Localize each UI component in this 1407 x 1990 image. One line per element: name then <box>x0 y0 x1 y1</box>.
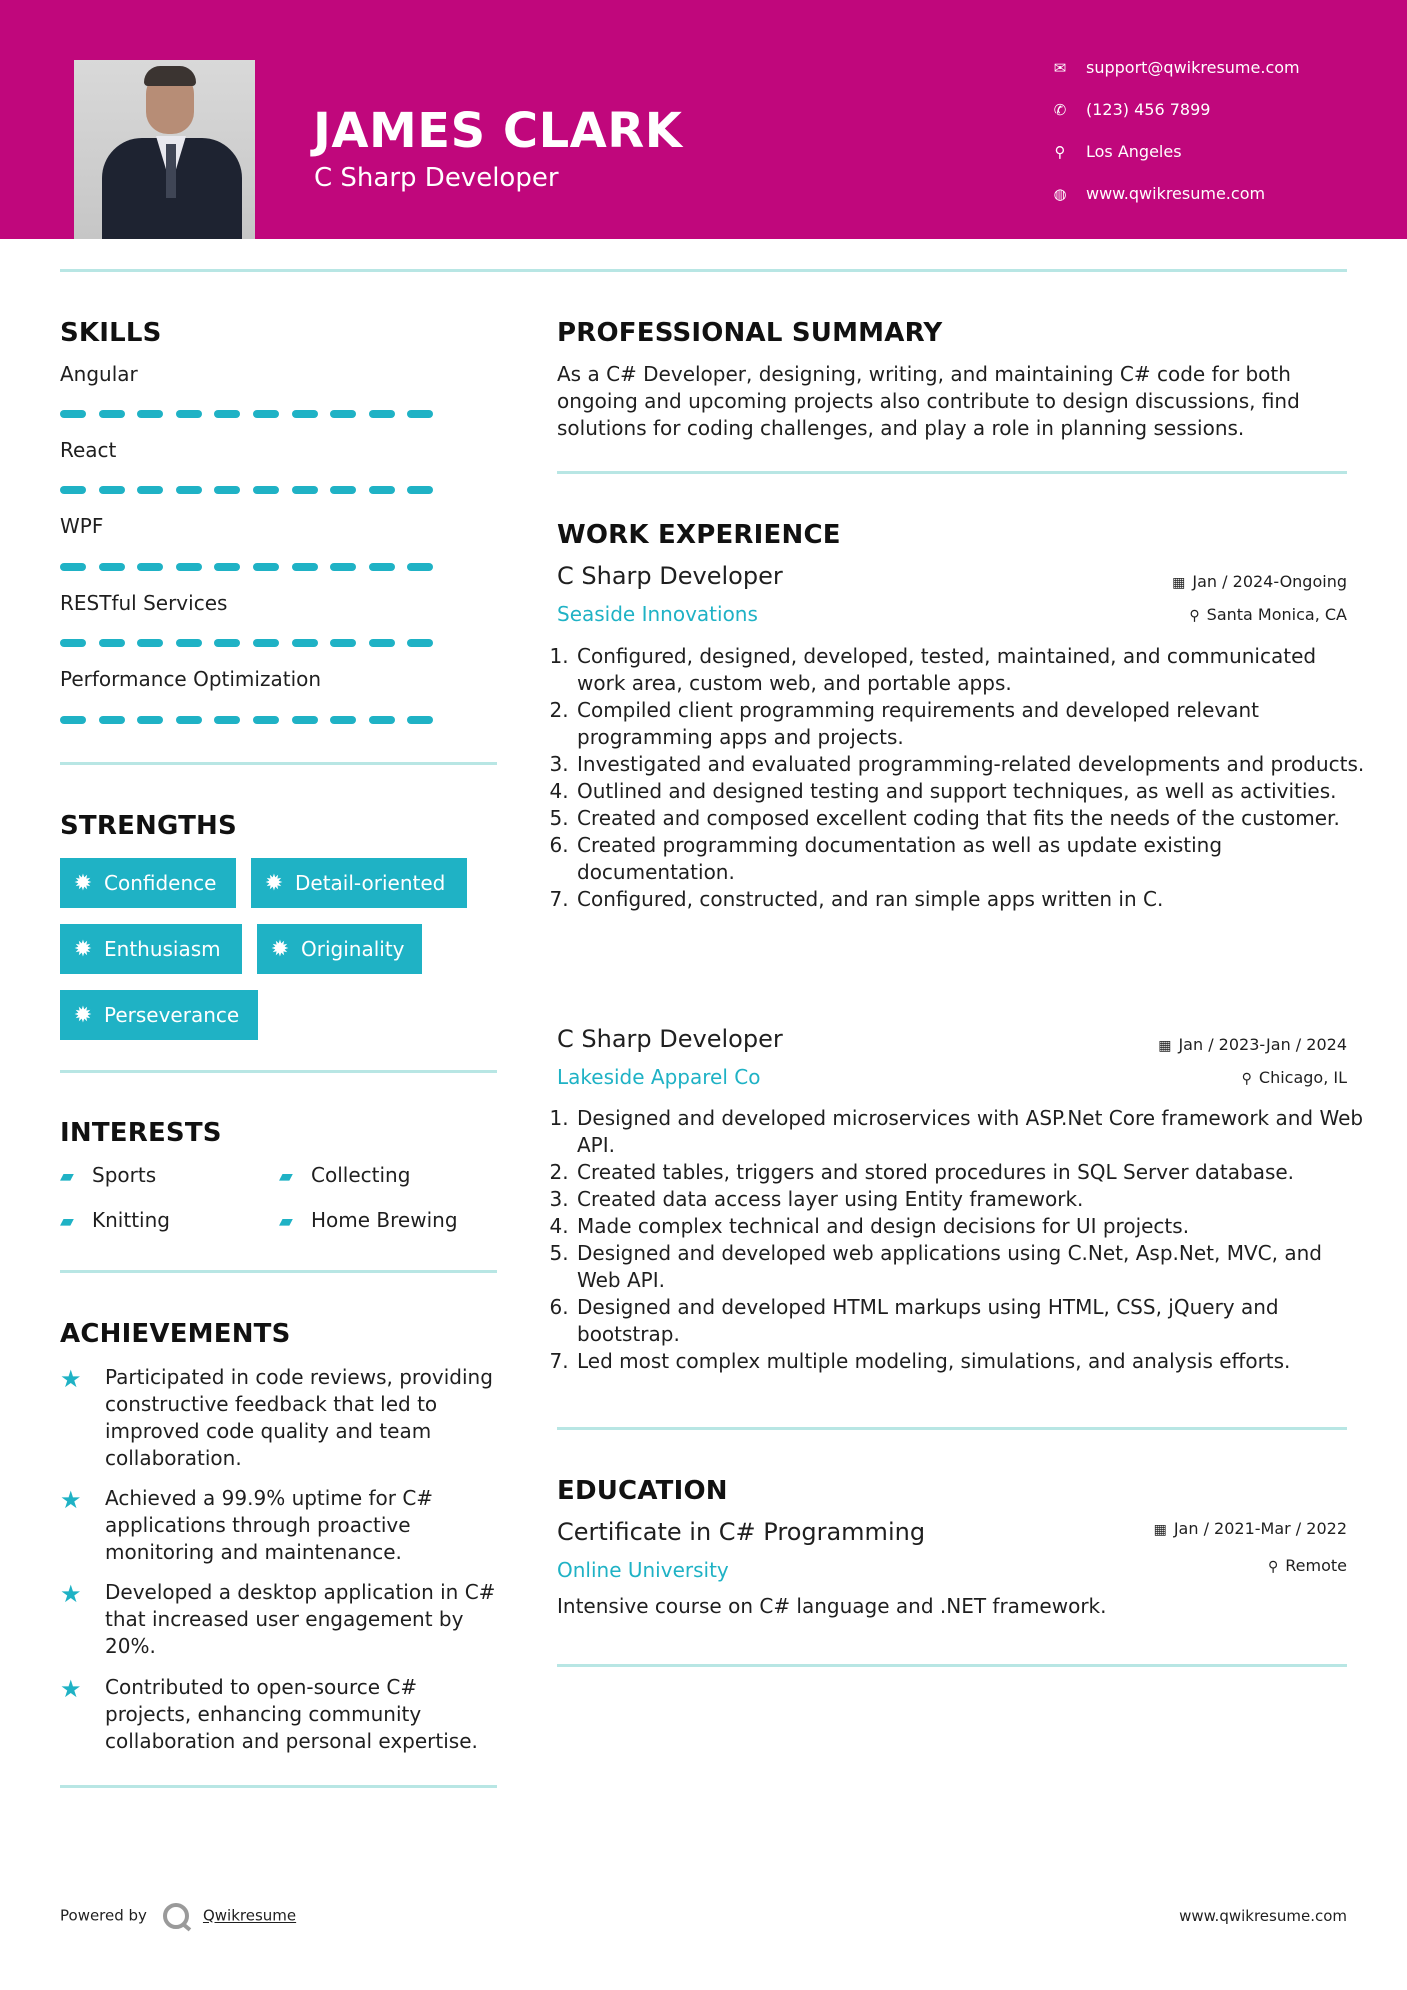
skill-dash <box>369 639 395 647</box>
education-heading: EDUCATION <box>557 1476 728 1506</box>
list-item: 2. Created tables, triggers and stored procedures in SQL Server database. <box>575 1159 1365 1186</box>
interest-item: ▰ Home Brewing <box>279 1208 458 1232</box>
header-banner <box>0 0 1407 239</box>
skill-dash <box>176 563 202 571</box>
section-divider <box>60 1785 497 1788</box>
candidate-name: JAMES CLARK <box>313 103 683 159</box>
skill-dash <box>407 639 433 647</box>
skill-dash <box>99 716 125 724</box>
skill-dash <box>292 410 318 418</box>
skill-dash <box>137 716 163 724</box>
skill-dash <box>253 563 279 571</box>
interests-heading: INTERESTS <box>60 1118 222 1148</box>
achievement-item: ★ Contributed to open-source C# projects, enhancing community collaboration and personal expertise. <box>60 1675 478 1753</box>
list-item: 7. Configured, constructed, and ran simple apps written in C. <box>575 886 1365 913</box>
company-name: Lakeside Apparel Co <box>557 1065 761 1089</box>
skill-dash <box>60 563 86 571</box>
skill-dash <box>99 410 125 418</box>
section-divider <box>557 1427 1347 1430</box>
skill-dash <box>292 486 318 494</box>
skill-dash <box>407 410 433 418</box>
strength-tag: ✹ Enthusiasm <box>60 924 242 974</box>
education-dates: ▦ Jan / 2021-Mar / 2022 <box>1153 1519 1347 1538</box>
list-item: 4. Outlined and designed testing and support techniques, as well as activities. <box>575 778 1365 805</box>
footer-website[interactable]: www.qwikresume.com <box>1179 1907 1347 1925</box>
section-divider <box>557 1664 1347 1667</box>
achievement-item: ★ Participated in code reviews, providing constructive feedback that led to improved code quality and team collaboration. <box>60 1365 493 1470</box>
skill-dash <box>330 639 356 647</box>
skill-dash <box>214 563 240 571</box>
skill-dash <box>369 716 395 724</box>
badge-icon: ✹ <box>73 871 93 896</box>
location-icon: ⚲ <box>1054 143 1066 161</box>
experience-heading: WORK EXPERIENCE <box>557 520 841 550</box>
calendar-icon: ▦ <box>1158 1038 1172 1054</box>
job-duties-list <box>557 1105 1365 1375</box>
phone-icon: ✆ <box>1053 101 1067 119</box>
star-icon: ★ <box>60 1675 82 1703</box>
skill-dash <box>253 410 279 418</box>
skill-label: Performance Optimization <box>60 667 322 691</box>
header-divider <box>60 269 1347 272</box>
achievements-heading: ACHIEVEMENTS <box>60 1319 291 1349</box>
skill-label: React <box>60 438 117 462</box>
skill-dash <box>137 410 163 418</box>
education-location: ⚲ Remote <box>1268 1556 1347 1575</box>
job-location: ⚲ Santa Monica, CA <box>1189 605 1347 624</box>
strength-tag: ✹ Detail-oriented <box>251 858 467 908</box>
skill-dash <box>407 486 433 494</box>
job-title: C Sharp Developer <box>557 562 783 590</box>
education-description: Intensive course on C# language and .NET framework. <box>557 1594 1107 1618</box>
pin-icon: ⚲ <box>1189 608 1200 624</box>
star-icon: ★ <box>60 1486 82 1514</box>
school-name: Online University <box>557 1558 729 1582</box>
strength-tag: ✹ Confidence <box>60 858 236 908</box>
job-title: C Sharp Developer <box>557 1025 783 1053</box>
section-divider <box>557 471 1347 474</box>
interest-item: ▰ Sports <box>60 1163 157 1187</box>
skill-label: WPF <box>60 514 104 538</box>
skill-dash <box>60 486 86 494</box>
job-dates: ▦ Jan / 2024-Ongoing <box>1172 572 1347 591</box>
skill-dash <box>137 639 163 647</box>
skill-dash <box>214 639 240 647</box>
skill-dash <box>176 639 202 647</box>
job-duties-list <box>557 643 1365 913</box>
list-item: 6. Designed and developed HTML markups using HTML, CSS, jQuery and bootstrap. <box>575 1294 1365 1348</box>
calendar-icon: ▦ <box>1153 1522 1167 1538</box>
list-item: 1. Configured, designed, developed, tested, maintained, and communicated work area, custom web, and portable apps. <box>575 643 1365 697</box>
skill-dash <box>99 486 125 494</box>
book-icon: ▰ <box>60 1166 74 1187</box>
strengths-heading: STRENGTHS <box>60 811 237 841</box>
book-icon: ▰ <box>279 1211 293 1232</box>
section-divider <box>60 762 497 765</box>
skill-dash <box>407 716 433 724</box>
skill-dash <box>176 716 202 724</box>
achievement-item: ★ Developed a desktop application in C# that increased user engagement by 20%. <box>60 1580 496 1658</box>
skill-dash <box>330 410 356 418</box>
list-item: 6. Created programming documentation as well as update existing documentation. <box>575 832 1365 886</box>
list-item: 7. Led most complex multiple modeling, simulations, and analysis efforts. <box>575 1348 1365 1375</box>
list-item: 4. Made complex technical and design decisions for UI projects. <box>575 1213 1365 1240</box>
skill-dash <box>369 486 395 494</box>
contact-website[interactable]: ◍ www.qwikresume.com <box>1050 184 1265 203</box>
candidate-title: C Sharp Developer <box>314 163 559 193</box>
company-name: Seaside Innovations <box>557 602 758 626</box>
book-icon: ▰ <box>60 1211 74 1232</box>
skill-dash <box>253 716 279 724</box>
interest-item: ▰ Knitting <box>60 1208 170 1232</box>
job-location: ⚲ Chicago, IL <box>1241 1068 1347 1087</box>
qwikresume-link[interactable]: Qwikresume <box>202 1906 297 1925</box>
contact-location: ⚲ Los Angeles <box>1050 142 1182 161</box>
globe-icon: ◍ <box>1053 185 1067 203</box>
summary-heading: PROFESSIONAL SUMMARY <box>557 318 943 348</box>
skill-dash <box>292 563 318 571</box>
skill-dash <box>176 410 202 418</box>
profile-photo <box>74 60 255 239</box>
skill-dash <box>60 410 86 418</box>
interest-item: ▰ Collecting <box>279 1163 411 1187</box>
star-icon: ★ <box>60 1365 82 1393</box>
section-divider <box>60 1270 497 1273</box>
skill-label: RESTful Services <box>60 591 228 615</box>
skill-dash <box>99 563 125 571</box>
achievement-item: ★ Achieved a 99.9% uptime for C# applications through proactive monitoring and maintenance. <box>60 1486 434 1564</box>
qwikresume-logo-icon <box>163 1903 189 1929</box>
list-item: 1. Designed and developed microservices with ASP.Net Core framework and Web API. <box>575 1105 1365 1159</box>
badge-icon: ✹ <box>270 937 290 962</box>
skill-dash <box>60 716 86 724</box>
skill-label: Angular <box>60 362 138 386</box>
list-item: 3. Investigated and evaluated programming-related developments and products. <box>575 751 1365 778</box>
skill-dash <box>369 410 395 418</box>
book-icon: ▰ <box>279 1166 293 1187</box>
calendar-icon: ▦ <box>1172 575 1186 591</box>
badge-icon: ✹ <box>73 1003 93 1028</box>
skill-dash <box>330 716 356 724</box>
strength-tag: ✹ Originality <box>257 924 422 974</box>
skill-dash <box>253 639 279 647</box>
skill-dash <box>330 563 356 571</box>
pin-icon: ⚲ <box>1241 1071 1252 1087</box>
skill-dash <box>292 639 318 647</box>
contact-email[interactable]: ✉ support@qwikresume.com <box>1050 58 1300 77</box>
skill-dash <box>369 563 395 571</box>
star-icon: ★ <box>60 1580 82 1608</box>
pin-icon: ⚲ <box>1268 1559 1279 1575</box>
skills-heading: SKILLS <box>60 318 162 348</box>
degree-title: Certificate in C# Programming <box>557 1518 926 1546</box>
list-item: 5. Created and composed excellent coding that fits the needs of the customer. <box>575 805 1365 832</box>
summary-text: As a C# Developer, designing, writing, and maintaining C# code for both ongoing and upcoming projects also contribute to design discussions, find solutions for coding challenges, and play a role in planning sessions. <box>557 362 1300 440</box>
skill-dash <box>60 639 86 647</box>
job-dates: ▦ Jan / 2023-Jan / 2024 <box>1158 1035 1347 1054</box>
section-divider <box>60 1070 497 1073</box>
contact-phone[interactable]: ✆ (123) 456 7899 <box>1050 100 1210 119</box>
skill-dash <box>137 486 163 494</box>
badge-icon: ✹ <box>73 937 93 962</box>
list-item: 5. Designed and developed web applications using C.Net, Asp.Net, MVC, and Web API. <box>575 1240 1365 1294</box>
skill-dash <box>330 486 356 494</box>
list-item: 3. Created data access layer using Entity framework. <box>575 1186 1365 1213</box>
footer-powered-by: Powered by Qwikresume <box>60 1903 296 1929</box>
skill-dash <box>214 410 240 418</box>
skill-dash <box>137 563 163 571</box>
list-item: 2. Compiled client programming requirements and developed relevant programming apps and projects. <box>575 697 1365 751</box>
skill-dash <box>214 486 240 494</box>
badge-icon: ✹ <box>264 871 284 896</box>
skill-dash <box>99 639 125 647</box>
skill-dash <box>253 486 279 494</box>
strength-tag: ✹ Perseverance <box>60 990 258 1040</box>
email-icon: ✉ <box>1053 59 1067 77</box>
skill-dash <box>407 563 433 571</box>
skill-dash <box>214 716 240 724</box>
skill-dash <box>176 486 202 494</box>
skill-dash <box>292 716 318 724</box>
